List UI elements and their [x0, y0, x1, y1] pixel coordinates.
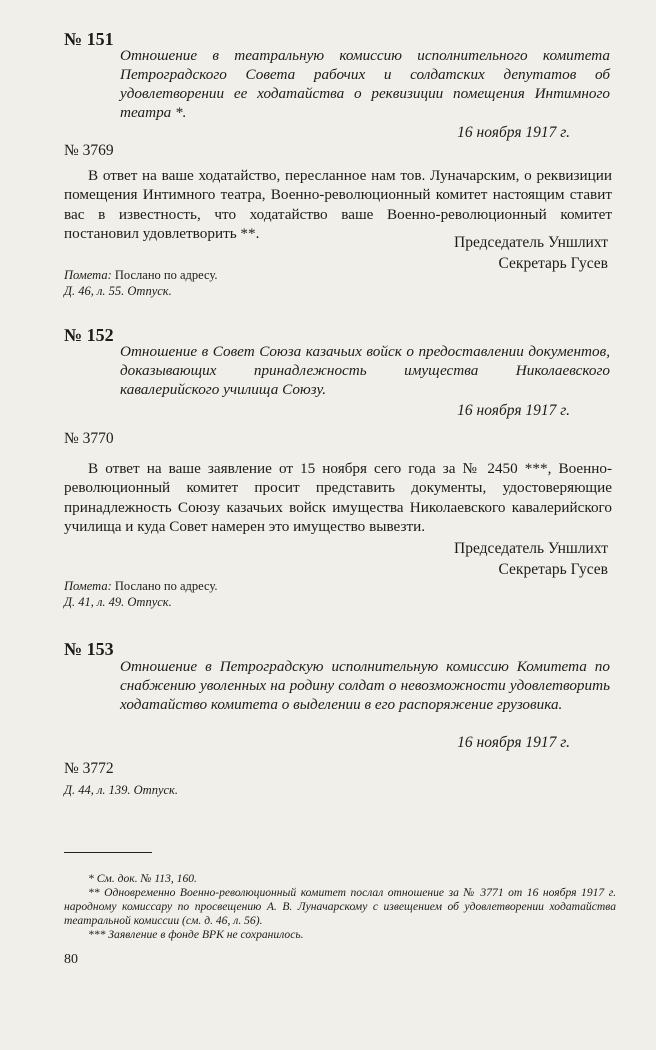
doc-151-body-text: В ответ на ваше ходатайство, пересланное нам тов. Луначарским, о реквизиции помещения Интимного театра, Военно-революционный комитет настоящим ставит вас в известность, что ходатайство ваше Военно-революционный комитет постановил удовлетворить **. [64, 167, 612, 242]
doc-153-note [64, 782, 178, 798]
doc-151-note [64, 267, 217, 299]
doc-151-date: 16 ноября 1917 г. [457, 124, 570, 141]
doc-151-signature-secretary: Секретарь Гусев [498, 255, 608, 272]
doc-152-note-text: Послано по адресу. [114, 579, 218, 593]
doc-153-reg-number: № 3772 [64, 760, 114, 777]
doc-151-archive-ref: Д. 46, л. 55. Отпуск. [64, 284, 172, 298]
footnote-1: * См. док. № 113, 160. [88, 872, 197, 885]
doc-153-number: № 153 [64, 639, 114, 659]
doc-152-archive-ref: Д. 41, л. 49. Отпуск. [64, 595, 172, 609]
doc-152-reg-number: № 3770 [64, 430, 114, 447]
doc-152-body [64, 459, 612, 536]
doc-152-signature-secretary: Секретарь Гусев [498, 561, 608, 578]
doc-151-signature-chair: Председатель Уншлихт [454, 234, 608, 251]
footnotes [64, 872, 616, 942]
footnote-2: ** Одновременно Военно-революционный комитет послал отношение за № 3771 от 16 ноября 1917 г. народному комиссару по просвещению А. В. Луначарскому с извещением об удовлетворении ходатайства театральной комиссии (см. д. 46, л. 56). [64, 886, 616, 927]
doc-152-note-label: Помета: [64, 579, 112, 593]
doc-152-note [64, 578, 217, 610]
doc-151-signatures [454, 232, 608, 274]
footnote-divider [64, 852, 152, 853]
page-number: 80 [64, 952, 78, 967]
doc-153-archive-ref: Д. 44, л. 139. Отпуск. [64, 783, 179, 797]
footnote-3: *** Заявление в фонде ВРК не сохранилось. [88, 928, 304, 941]
doc-151-number: № 151 [64, 29, 114, 49]
doc-153-date: 16 ноября 1917 г. [457, 734, 570, 751]
doc-153-title: Отношение в Петроградскую исполнительную комиссию Комитета по снабжению уволенных на родину солдат о невозможности удовлетворить ходатайство комитета о выделении в его распоряжение грузовика. [120, 658, 610, 713]
doc-152-title: Отношение в Совет Союза казачьих войск о предоставлении документов, доказывающих принадлежность имущества Николаевского кавалерийского училища Союзу. [120, 343, 610, 398]
doc-152-signatures [454, 538, 608, 580]
doc-152-signature-chair: Председатель Уншлихт [454, 540, 608, 557]
doc-152-date: 16 ноября 1917 г. [457, 402, 570, 419]
doc-151-note-text: Послано по адресу. [114, 268, 218, 282]
doc-151-reg-number: № 3769 [64, 142, 114, 159]
doc-151-note-label: Помета: [64, 268, 112, 282]
doc-152-body-text: В ответ на ваше заявление от 15 ноября сего года за № 2450 ***, Военно-революционный комитет просит представить документы, удостоверяющие принадлежность Союзу казачьих войск имущества Николаевского кавалерийского училища и куда Совет намерен это имущество вывезти. [64, 460, 612, 535]
doc-152-number: № 152 [64, 325, 114, 345]
doc-151-title: Отношение в театральную комиссию исполнительного комитета Петроградского Совета рабочих и солдатских депутатов об удовлетворении ее ходатайства о реквизиции помещения Интимного театра *. [120, 47, 610, 121]
